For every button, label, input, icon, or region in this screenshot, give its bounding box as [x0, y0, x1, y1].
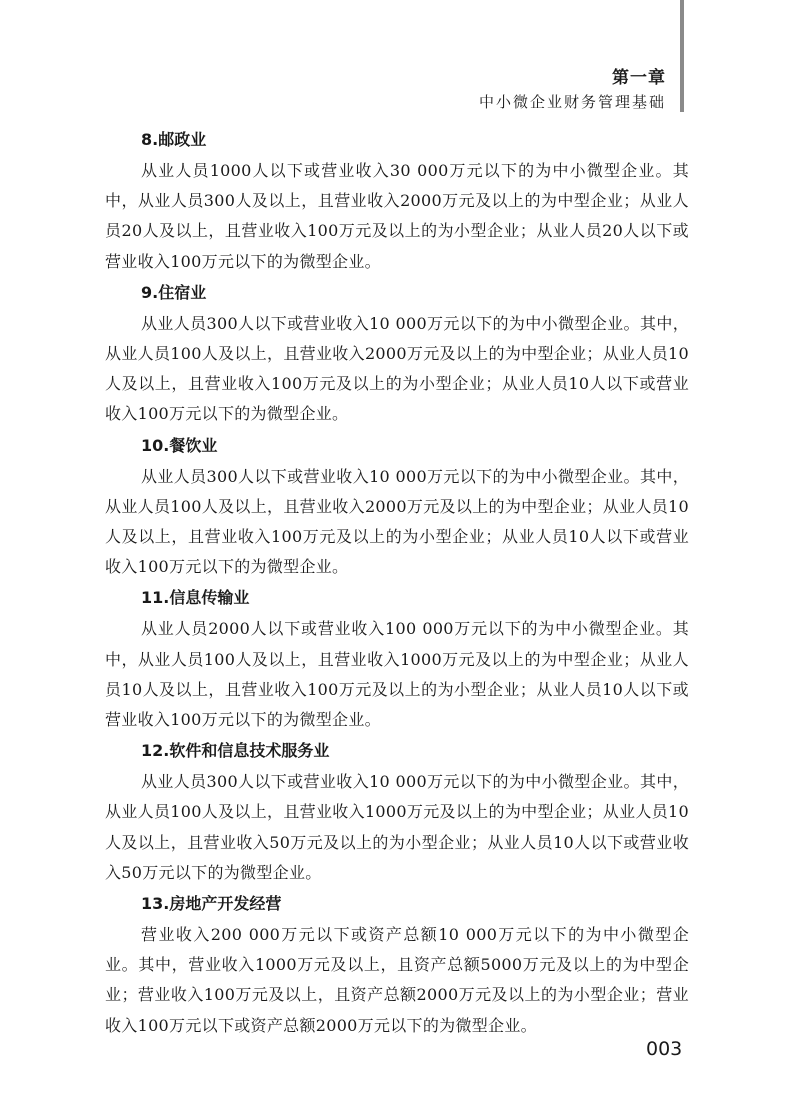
section-paragraph: 从业人员300人以下或营业收入10 000万元以下的为中小微型企业。其中，从业人员100人及以上，且营业收入2000万元及以上的为中型企业；从业人员10人及以上，且营业收入100万元及以上的为小型企业；从业人员10人以下或营业收入100万元以下的为微型企业。 — [105, 313, 689, 424]
section-paragraph: 从业人员300人以下或营业收入10 000万元以下的为中小微型企业。其中，从业人员100人及以上，且营业收入1000万元及以上的为中型企业；从业人员10人及以上，且营业收入50万元及以上的为小型企业；从业人员10人以下或营业收入50万元以下的为微型企业。 — [105, 772, 689, 882]
chapter-label: 第一章 — [612, 68, 666, 88]
section-paragraph: 从业人员1000人以下或营业收入30 000万元以下的为中小微型企业。其中，从业人员300人及以上，且营业收入2000万元及以上的为中型企业；从业人员20人及以上，且营业收入100万元及以上的为小型企业；从业人员20人以下或营业收入100万元以下的为微型企业。 — [105, 161, 689, 271]
section-paragraph: 营业收入200 000万元以下或资产总额10 000万元以下的为中小微型企业。其中，营业收入1000万元及以上，且资产总额5000万元及以上的为中型企业；营业收入100万元及以上，且资产总额2000万元及以上的为小型企业；营业收入100万元以下或资产总额2000万元以下的为微型企业。 — [105, 925, 689, 1035]
section-catering — [105, 430, 689, 583]
section-paragraph: 从业人员300人以下或营业收入10 000万元以下的为中小微型企业。其中，从业人员100人及以上，且营业收入2000万元及以上的为中型企业；从业人员10人及以上，且营业收入100万元及以上的为小型企业；从业人员10人以下或营业收入100万元以下的为微型企业。 — [105, 466, 689, 577]
section-real-estate — [105, 888, 689, 1041]
section-software-it — [105, 735, 689, 888]
section-accommodation — [105, 277, 689, 430]
header-rule — [680, 0, 684, 112]
section-postal — [105, 124, 689, 277]
section-title: 12.软件和信息技术服务业 — [141, 741, 330, 761]
page-number: 003 — [646, 1038, 683, 1060]
running-head — [479, 66, 666, 114]
chapter-subtitle: 中小微企业财务管理基础 — [478, 93, 666, 111]
page-body — [105, 124, 689, 1041]
section-title: 13.房地产开发经营 — [141, 894, 282, 914]
section-title: 11.信息传输业 — [141, 588, 250, 608]
section-title: 10.餐饮业 — [141, 435, 218, 455]
section-title: 8.邮政业 — [141, 130, 207, 149]
section-paragraph: 从业人员2000人以下或营业收入100 000万元以下的为中小微型企业。其中，从业人员100人及以上，且营业收入1000万元及以上的为中型企业；从业人员10人及以上，且营业收入100万元及以上的为小型企业；从业人员10人以下或营业收入100万元以下的为微型企业。 — [105, 619, 689, 730]
section-information-transmission — [105, 582, 689, 735]
section-title: 9.住宿业 — [141, 282, 207, 302]
